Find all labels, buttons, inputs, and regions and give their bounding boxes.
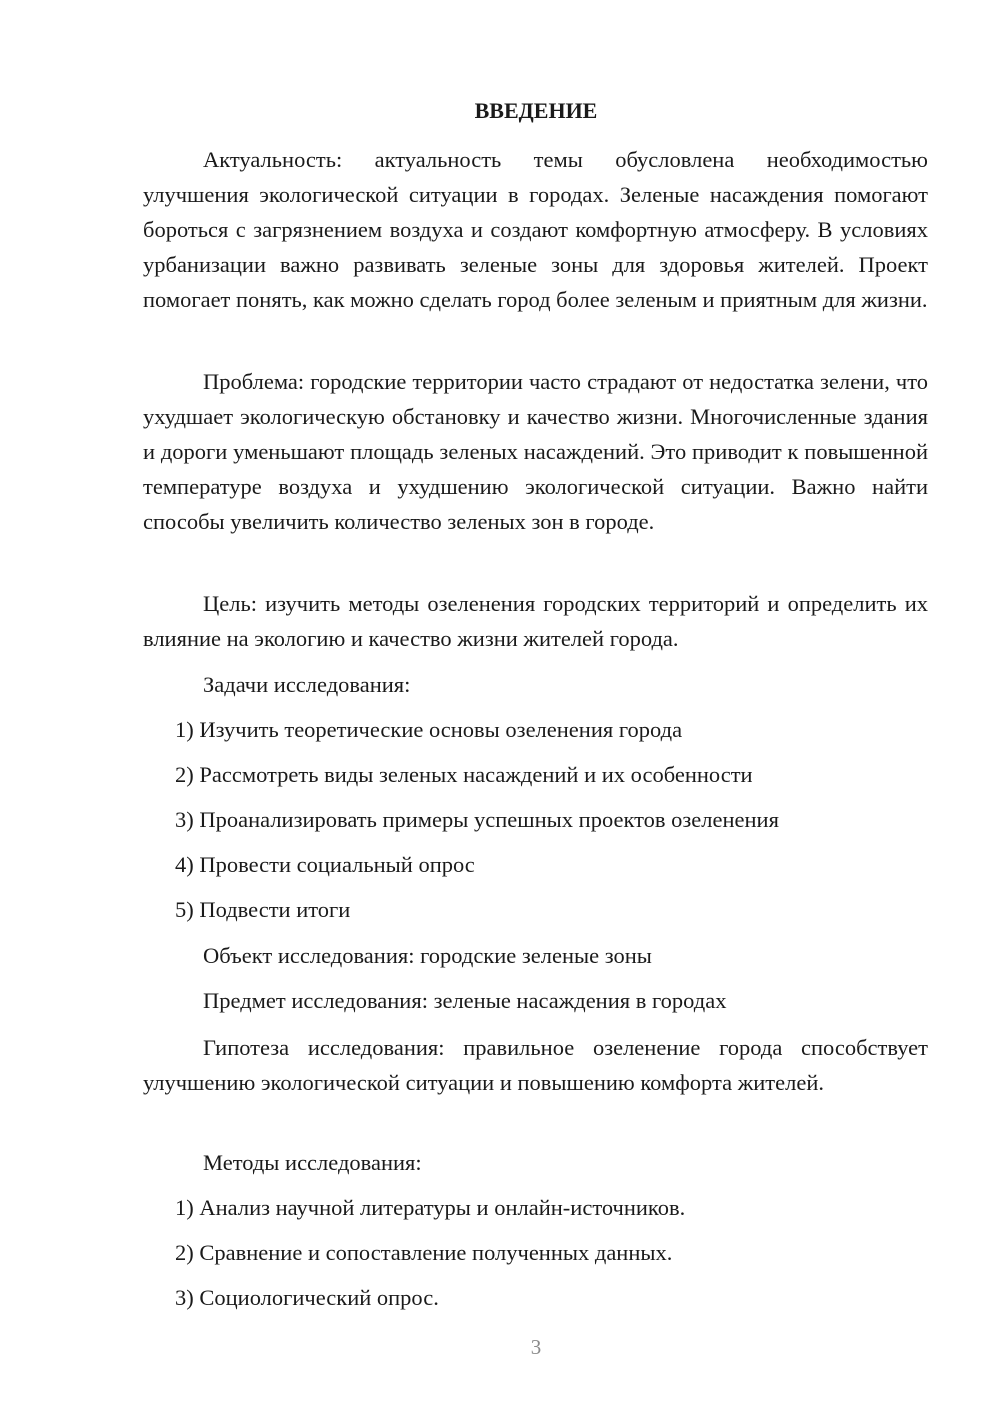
problem-paragraph: Проблема: городские территории часто страдают от недостатка зелени, что ухудшает экологическую обстановку и качество жизни. Многочисленные здания и дороги уменьшают площадь зеленых насаждений. Это приводит к повышенной температуре воздуха и ухудшению экологической ситуации. Важно найти способы увеличить количество зеленых зон в городе. [143, 369, 928, 534]
hypothesis-paragraph: Гипотеза исследования: правильное озеленение города способствует улучшению экологической ситуации и повышению комфорта жителей. [143, 1035, 928, 1095]
relevance-paragraph: Актуальность: актуальность темы обусловлена необходимостью улучшения экологической ситуации в городах. Зеленые насаждения помогают бороться с загрязнением воздуха и создают комфортную атмосферу. В условиях урбанизации важно развивать зеленые зоны для здоровья жителей. Проект помогает понять, как можно сделать город более зеленым и приятным для жизни. [143, 147, 928, 312]
task-item: 2) Рассмотреть виды зеленых насаждений и их особенности [175, 762, 753, 787]
tasks-heading: Задачи исследования: [203, 672, 411, 697]
methods-heading: Методы исследования: [203, 1150, 422, 1175]
task-item: 3) Проанализировать примеры успешных проектов озеленения [175, 807, 779, 832]
method-item: 1) Анализ научной литературы и онлайн-источников. [175, 1195, 686, 1220]
research-object: Объект исследования: городские зеленые зоны [203, 943, 652, 968]
method-item: 2) Сравнение и сопоставление полученных данных. [175, 1240, 673, 1265]
task-item: 5) Подвести итоги [175, 897, 351, 922]
method-item: 3) Социологический опрос. [175, 1285, 439, 1310]
page-number: 3 [530, 1335, 542, 1359]
task-item: 1) Изучить теоретические основы озеленения города [175, 717, 683, 742]
page-title: ВВЕДЕНИЕ [474, 98, 598, 123]
task-item: 4) Провести социальный опрос [175, 852, 475, 877]
goal-paragraph: Цель: изучить методы озеленения городских территорий и определить их влияние на экологию и качество жизни жителей города. [143, 591, 928, 651]
research-subject: Предмет исследования: зеленые насаждения в городах [203, 988, 727, 1013]
